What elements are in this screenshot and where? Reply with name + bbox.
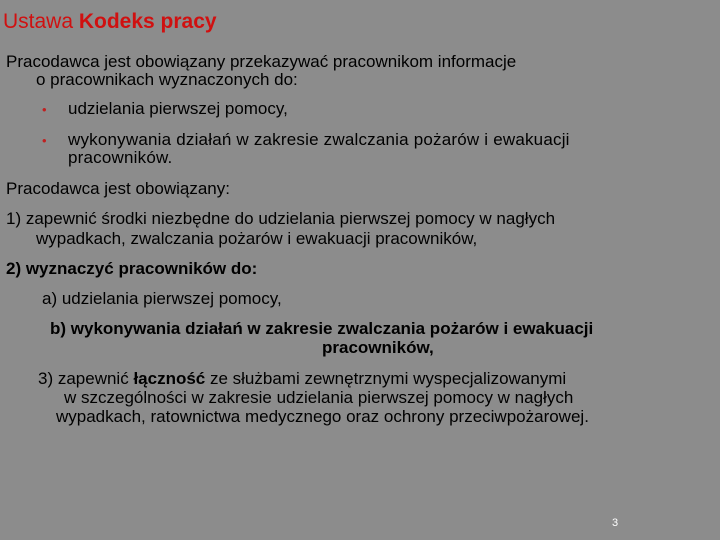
bullet-1-line1: udzielania pierwszej pomocy, xyxy=(68,99,288,118)
title-prefix: Ustawa xyxy=(3,10,79,33)
item3-rest: ze służbami zewnętrznymi wyspecjalizowanymi xyxy=(205,369,567,388)
item2-sub-b-line1: b) wykonywania działań w zakresie zwalczania pożarów i ewakuacji xyxy=(50,319,594,338)
item3-prefix: 3) zapewnić xyxy=(38,369,134,388)
item3-line1 xyxy=(38,369,566,389)
item3-line3: wypadkach, ratownictwa medycznego oraz ochrony przeciwpożarowej. xyxy=(56,407,589,426)
bullet-2-line2: pracowników. xyxy=(68,148,173,167)
item3-bold: łączność xyxy=(133,369,206,388)
item1-line2: wypadkach, zwalczania pożarów i ewakuacji pracowników, xyxy=(36,229,478,248)
bullet-2-line1: wykonywania działań w zakresie zwalczania pożarów i ewakuacji xyxy=(68,130,570,149)
title-bold: Kodeks pracy xyxy=(78,10,217,33)
item3-line2: w szczególności w zakresie udzielania pierwszej pomocy w nagłych xyxy=(64,388,574,407)
page-number: 3 xyxy=(612,517,619,529)
bullet-dot-2: • xyxy=(42,133,47,148)
p2: Pracodawca jest obowiązany: xyxy=(6,179,230,198)
item1-line1: 1) zapewnić środki niezbędne do udzielania pierwszej pomocy w nagłych xyxy=(6,209,556,228)
item2-sub-b-line2: pracowników, xyxy=(322,338,434,357)
p1-line1: Pracodawca jest obowiązany przekazywać pracownikom informacje xyxy=(6,52,517,71)
p1-line2: o pracownikach wyznaczonych do: xyxy=(36,70,298,89)
item2-line1: 2) wyznaczyć pracowników do: xyxy=(6,259,258,278)
bullet-dot-1: • xyxy=(42,102,47,117)
item2-sub-a: a) udzielania pierwszej pomocy, xyxy=(42,289,282,308)
slide-title xyxy=(3,10,217,34)
